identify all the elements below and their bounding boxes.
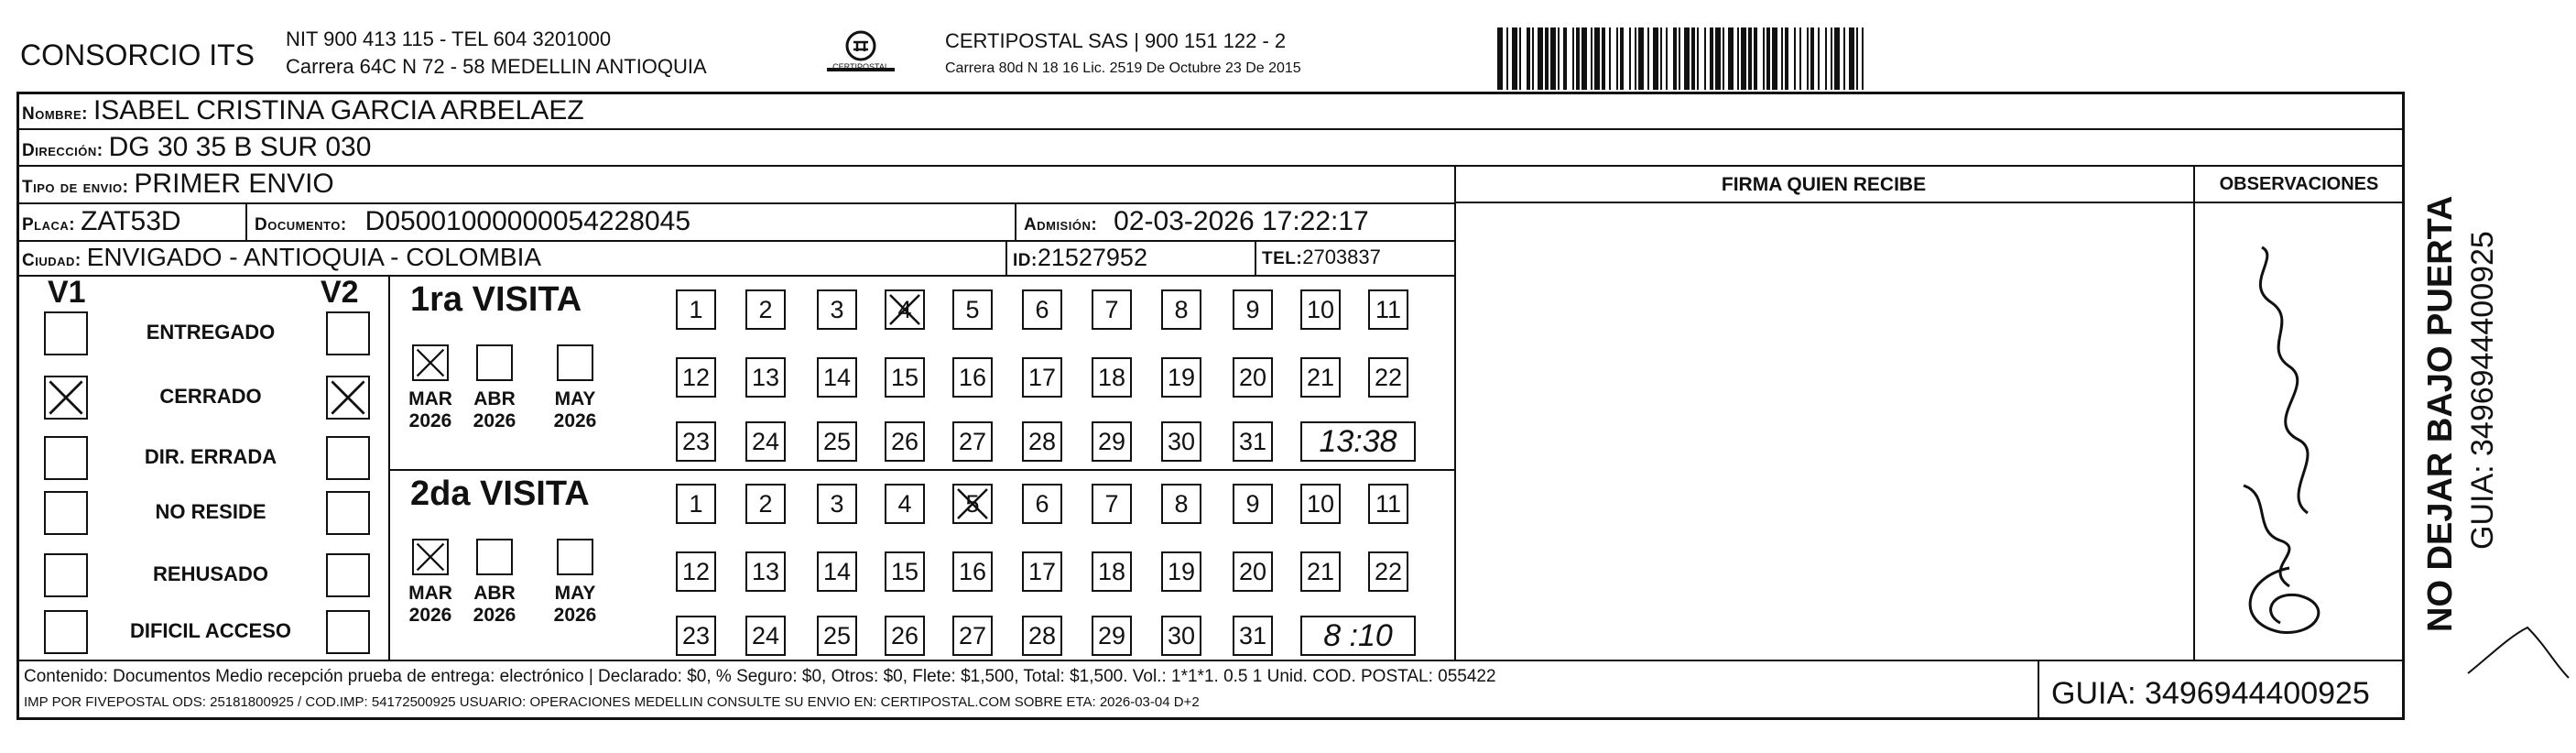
- day-number: 8: [1174, 489, 1189, 518]
- month-label: [548, 388, 603, 432]
- check-mark-icon: [414, 540, 447, 573]
- divider: [16, 660, 2405, 661]
- barcode-bar: [1864, 27, 1869, 90]
- document-row: [255, 206, 690, 237]
- day-number: 16: [958, 557, 987, 585]
- month-year: 2026: [553, 410, 597, 431]
- divider: [16, 240, 1454, 242]
- day-number: 18: [1097, 557, 1126, 585]
- month-checkbox[interactable]: [412, 344, 449, 381]
- v1-checkbox[interactable]: [44, 491, 88, 535]
- day-number: 29: [1097, 427, 1126, 455]
- pen-stroke: [2463, 609, 2573, 682]
- day-box[interactable]: [952, 421, 993, 462]
- address-row: [22, 132, 371, 163]
- visit-title: 1ra VISITA: [410, 280, 582, 319]
- status-label: REHUSADO: [153, 562, 268, 585]
- month-label: [467, 388, 522, 432]
- check-mark-icon: [886, 291, 923, 328]
- side-guide-number: GUIA: 3496944400925: [2465, 231, 2500, 550]
- day-number: 7: [1104, 489, 1119, 518]
- day-box[interactable]: [952, 551, 993, 592]
- day-box[interactable]: [1022, 484, 1062, 524]
- status-label: DIFICIL ACCESO: [129, 619, 291, 642]
- plate-label: Placa:: [22, 215, 76, 235]
- plate: ZAT53D: [81, 206, 181, 236]
- divider: [2193, 165, 2195, 660]
- day-box[interactable]: [676, 551, 716, 592]
- v2-checkbox[interactable]: [326, 491, 370, 535]
- day-box[interactable]: [1092, 289, 1132, 330]
- day-box[interactable]: [1300, 551, 1341, 592]
- day-box[interactable]: [1092, 616, 1132, 656]
- day-box[interactable]: [745, 551, 786, 592]
- month-checkbox[interactable]: [557, 344, 593, 381]
- city-label: Ciudad:: [22, 251, 82, 270]
- day-number: 21: [1306, 363, 1335, 391]
- day-box[interactable]: [1233, 484, 1273, 524]
- day-number: 11: [1375, 295, 1402, 323]
- day-box[interactable]: [1233, 551, 1273, 592]
- day-number: 31: [1238, 427, 1267, 455]
- month-name: MAR: [408, 388, 452, 409]
- day-number: 13: [751, 363, 780, 391]
- day-box[interactable]: [1161, 289, 1201, 330]
- day-box[interactable]: [1022, 421, 1062, 462]
- day-number: 6: [1035, 295, 1049, 323]
- day-number: 31: [1238, 621, 1267, 649]
- v2-checkbox[interactable]: [326, 436, 370, 480]
- day-box[interactable]: [885, 289, 925, 330]
- day-number: 15: [890, 363, 919, 391]
- city: ENVIGADO - ANTIOQUIA - COLOMBIA: [86, 243, 542, 271]
- tel-row: [1262, 246, 1381, 269]
- day-number: 25: [822, 427, 852, 455]
- day-box[interactable]: [885, 551, 925, 592]
- month-checkbox[interactable]: [412, 539, 449, 575]
- day-number: 17: [1027, 363, 1057, 391]
- day-box[interactable]: [952, 289, 993, 330]
- day-number: 16: [958, 363, 987, 391]
- visit-time: 13:38: [1300, 421, 1416, 462]
- day-box[interactable]: [1300, 357, 1341, 398]
- day-box[interactable]: [1233, 289, 1273, 330]
- day-number: 29: [1097, 621, 1126, 649]
- day-box[interactable]: [1368, 551, 1408, 592]
- v2-checkbox[interactable]: [326, 610, 370, 654]
- day-box[interactable]: [885, 484, 925, 524]
- month-name: MAY: [554, 583, 596, 604]
- day-number: 1: [689, 295, 703, 323]
- day-box[interactable]: [1161, 616, 1201, 656]
- v1-label: V1: [48, 275, 86, 310]
- day-box[interactable]: [745, 616, 786, 656]
- courier-address: Carrera 80d N 18 16 Lic. 2519 De Octubre 23 De 2015: [945, 60, 1301, 76]
- month-label: [403, 583, 458, 627]
- day-number: 10: [1306, 489, 1335, 518]
- day-number: 19: [1167, 363, 1196, 391]
- check-mark-icon: [46, 377, 86, 418]
- divider: [16, 165, 2405, 167]
- day-number: 30: [1167, 427, 1196, 455]
- id-label: ID:: [1013, 251, 1038, 270]
- document-label: Documento:: [255, 215, 347, 235]
- month-name: MAR: [408, 583, 452, 604]
- admission-date: 02-03-2026 17:22:17: [1114, 206, 1369, 236]
- day-box[interactable]: [1161, 484, 1201, 524]
- day-number: 21: [1306, 557, 1335, 585]
- day-number: 2: [758, 489, 773, 518]
- status-label: DIR. ERRADA: [144, 445, 277, 468]
- day-number: 12: [681, 363, 711, 391]
- day-number: 5: [965, 489, 980, 518]
- day-number: 15: [890, 557, 919, 585]
- day-box[interactable]: [1022, 616, 1062, 656]
- day-box[interactable]: [676, 616, 716, 656]
- divider: [1005, 240, 1007, 275]
- day-number: 9: [1245, 489, 1260, 518]
- divider: [245, 202, 247, 240]
- barcode: [1497, 27, 2221, 90]
- day-number: 24: [751, 621, 780, 649]
- observations-header: OBSERVACIONES: [2219, 174, 2379, 194]
- handwritten-signature: [2207, 220, 2363, 650]
- day-number: 14: [822, 363, 852, 391]
- tel-label: TEL:: [1262, 249, 1303, 268]
- admission-label: Admisión:: [1024, 215, 1098, 235]
- company-name: CONSORCIO ITS: [20, 38, 255, 71]
- v2-checkbox[interactable]: [326, 376, 370, 420]
- check-mark-icon: [328, 377, 368, 418]
- print-line: IMP POR FIVEPOSTAL ODS: 25181800925 / COD.IMP: 54172500925 USUARIO: OPERACIONES MEDELLIN CONSULTE SU ENVIO EN: CERTIPOSTAL.COM SOBRE ETA: 2026-03-04 D+2: [24, 694, 1200, 710]
- day-number: 18: [1097, 363, 1126, 391]
- address-label: Dirección:: [22, 141, 103, 160]
- recipient-address: DG 30 35 B SUR 030: [108, 132, 372, 162]
- v1-checkbox[interactable]: [44, 311, 88, 355]
- v2-label: V2: [321, 275, 359, 310]
- day-number: 22: [1374, 557, 1403, 585]
- day-number: 3: [830, 489, 844, 518]
- day-box[interactable]: [1161, 421, 1201, 462]
- day-box[interactable]: [1022, 357, 1062, 398]
- month-checkbox[interactable]: [476, 344, 513, 381]
- day-box[interactable]: [952, 484, 993, 524]
- day-box[interactable]: [676, 289, 716, 330]
- footer-guide-number: GUIA: 3496944400925: [2051, 676, 2370, 711]
- month-year: 2026: [408, 605, 452, 626]
- month-label: [548, 583, 603, 627]
- send-type: PRIMER ENVIO: [134, 169, 334, 199]
- day-box[interactable]: [885, 616, 925, 656]
- day-box[interactable]: [1300, 289, 1341, 330]
- day-number: 6: [1035, 489, 1049, 518]
- day-box[interactable]: [745, 289, 786, 330]
- v1-checkbox[interactable]: [44, 610, 88, 654]
- recipient-name: ISABEL CRISTINA GARCIA ARBELAEZ: [92, 95, 584, 126]
- day-box[interactable]: [745, 357, 786, 398]
- day-number: 8: [1174, 295, 1189, 323]
- day-number: 4: [897, 295, 912, 323]
- divider: [1454, 202, 2405, 203]
- day-number: 3: [830, 295, 844, 323]
- divider: [16, 128, 2405, 130]
- day-box[interactable]: [1092, 484, 1132, 524]
- check-mark-icon: [954, 486, 991, 522]
- city-row: [22, 243, 541, 272]
- day-number: 22: [1374, 363, 1403, 391]
- day-box[interactable]: [1233, 357, 1273, 398]
- signature-header: FIRMA QUIEN RECIBE: [1721, 174, 1927, 195]
- v2-checkbox[interactable]: [326, 553, 370, 597]
- tel-number: 2703837: [1302, 246, 1381, 268]
- day-box[interactable]: [817, 616, 857, 656]
- day-number: 23: [681, 621, 711, 649]
- day-number: 1: [689, 489, 703, 518]
- day-box[interactable]: [1368, 289, 1408, 330]
- day-box[interactable]: [1300, 484, 1341, 524]
- visit-time: 8 :10: [1300, 616, 1416, 656]
- day-number: 30: [1167, 621, 1196, 649]
- divider: [16, 275, 1454, 277]
- day-box[interactable]: [817, 484, 857, 524]
- v2-checkbox[interactable]: [326, 311, 370, 355]
- day-number: 26: [890, 621, 919, 649]
- month-checkbox[interactable]: [557, 539, 593, 575]
- status-label: CERRADO: [159, 385, 262, 408]
- divider: [388, 275, 390, 660]
- day-number: 28: [1027, 427, 1057, 455]
- day-box[interactable]: [1092, 551, 1132, 592]
- divider: [16, 202, 1454, 204]
- month-name: ABR: [473, 583, 516, 604]
- month-year: 2026: [553, 605, 597, 626]
- month-year: 2026: [473, 410, 516, 431]
- day-box[interactable]: [1022, 551, 1062, 592]
- day-number: 19: [1167, 557, 1196, 585]
- check-mark-icon: [414, 346, 447, 379]
- day-number: 17: [1027, 557, 1057, 585]
- no-dejar-bajo-puerta: NO DEJAR BAJO PUERTA: [2421, 195, 2460, 632]
- day-number: 14: [822, 557, 852, 585]
- send-type-row: [22, 169, 334, 200]
- day-number: 12: [681, 557, 711, 585]
- day-box[interactable]: [676, 421, 716, 462]
- day-number: 9: [1245, 295, 1260, 323]
- status-label: ENTREGADO: [146, 321, 276, 344]
- company-nit: NIT 900 413 115 - TEL 604 3201000: [286, 27, 612, 50]
- day-number: 5: [965, 295, 980, 323]
- divider: [1015, 202, 1016, 240]
- day-number: 20: [1238, 557, 1267, 585]
- day-box[interactable]: [817, 551, 857, 592]
- v1-checkbox[interactable]: [44, 436, 88, 480]
- day-number: 24: [751, 427, 780, 455]
- day-box[interactable]: [1368, 484, 1408, 524]
- month-year: 2026: [473, 605, 516, 626]
- day-box[interactable]: [1368, 357, 1408, 398]
- day-number: 25: [822, 621, 852, 649]
- divider: [1255, 240, 1256, 275]
- day-box[interactable]: [676, 484, 716, 524]
- day-box[interactable]: [885, 421, 925, 462]
- plate-row: [22, 206, 181, 237]
- month-name: ABR: [473, 388, 516, 409]
- courier-name: CERTIPOSTAL SAS | 900 151 122 - 2: [945, 29, 1287, 52]
- v1-checkbox[interactable]: [44, 553, 88, 597]
- company-address: Carrera 64C N 72 - 58 MEDELLIN ANTIOQUIA: [286, 55, 707, 78]
- name-row: [22, 95, 584, 126]
- id-number: 21527952: [1037, 244, 1147, 271]
- day-box[interactable]: [1092, 421, 1132, 462]
- day-box[interactable]: [952, 616, 993, 656]
- day-number: 28: [1027, 621, 1057, 649]
- day-number: 13: [751, 557, 780, 585]
- day-box[interactable]: [817, 421, 857, 462]
- divider: [2038, 660, 2039, 720]
- send-type-label: Tipo de envio:: [22, 178, 129, 197]
- document: D05001000000054228045: [364, 206, 691, 236]
- day-number: 11: [1375, 489, 1402, 518]
- day-box[interactable]: [745, 421, 786, 462]
- visit-title: 2da VISITA: [410, 475, 590, 513]
- divider: [388, 469, 1454, 471]
- day-box[interactable]: [952, 357, 993, 398]
- day-number: 26: [890, 427, 919, 455]
- day-box[interactable]: [885, 357, 925, 398]
- day-box[interactable]: [817, 289, 857, 330]
- day-box[interactable]: [1161, 551, 1201, 592]
- day-number: 27: [958, 621, 987, 649]
- month-checkbox[interactable]: [476, 539, 513, 575]
- day-number: 23: [681, 427, 711, 455]
- day-number: 27: [958, 427, 987, 455]
- v1-checkbox[interactable]: [44, 376, 88, 420]
- certipostal-logo-icon: [820, 27, 902, 82]
- day-box[interactable]: [1092, 357, 1132, 398]
- month-year: 2026: [408, 410, 452, 431]
- day-box[interactable]: [1022, 289, 1062, 330]
- day-box[interactable]: [817, 357, 857, 398]
- day-number: 2: [758, 295, 773, 323]
- divider: [1454, 165, 1456, 660]
- day-number: 4: [897, 489, 912, 518]
- logo-text: CERTIPOSTAL: [832, 62, 889, 71]
- month-label: [403, 388, 458, 432]
- day-number: 20: [1238, 363, 1267, 391]
- day-box[interactable]: [1161, 357, 1201, 398]
- name-label: Nombre:: [22, 104, 88, 124]
- month-name: MAY: [554, 388, 596, 409]
- day-number: 7: [1104, 295, 1119, 323]
- day-box[interactable]: [745, 484, 786, 524]
- id-row: [1013, 244, 1147, 272]
- day-box[interactable]: [676, 357, 716, 398]
- day-box[interactable]: [1233, 421, 1273, 462]
- contents-line: Contenido: Documentos Medio recepción prueba de entrega: electrónico | Declarado: $0, % Seguro: $0, Otros: $0, Flete: $1,500, Total: $1,500. Vol.: 1*1*1. 0.5 1 Unid. COD. POSTAL: 055422: [24, 667, 1496, 686]
- admission-row: [1024, 206, 1369, 237]
- day-box[interactable]: [1233, 616, 1273, 656]
- day-number: 10: [1306, 295, 1335, 323]
- month-label: [467, 583, 522, 627]
- status-label: NO RESIDE: [155, 500, 266, 523]
